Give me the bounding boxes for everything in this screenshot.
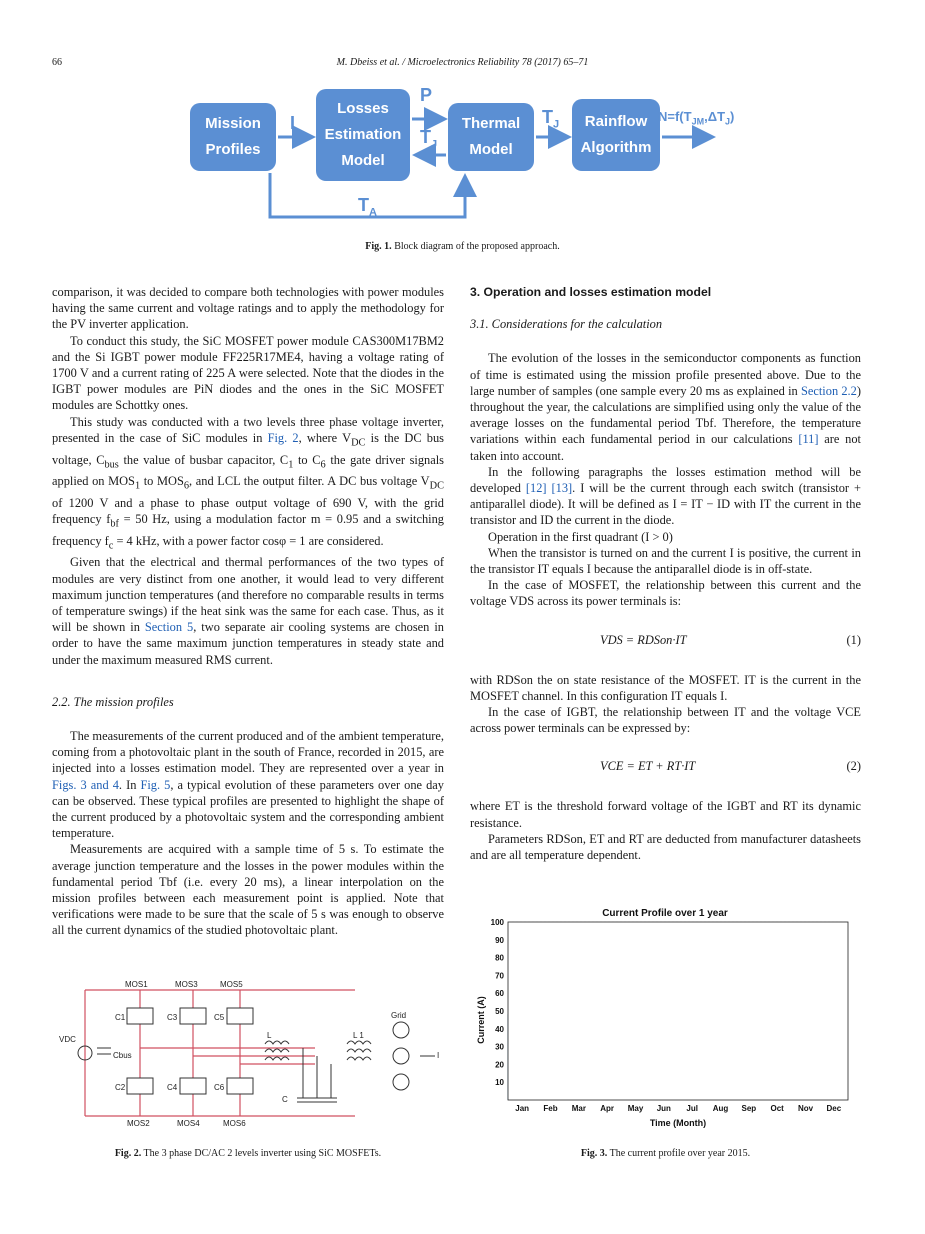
- left-paragraph-1: comparison, it was decided to compare both technologies with power modules having the same current and voltage ratings and to apply the methodology for the PV inverter application.: [52, 285, 444, 332]
- label-mos6: MOS6: [223, 1119, 246, 1128]
- section-3-1-heading: 3.1. Considerations for the calculation: [470, 317, 663, 332]
- journal-header: M. Dbeiss et al. / Microelectronics Reliability 78 (2017) 65–71: [336, 57, 589, 68]
- y-tick-label: 30: [495, 1042, 504, 1052]
- section-2-2-heading: 2.2. The mission profiles: [52, 694, 174, 709]
- left-paragraph-6: Measurements are acquired with a sample time of 5 s. To estimate the average junction temperature and the losses in the power modules within the fundamental period Tbf (i.e. every 20 ms), a linear interpolation on the mission profiles between each measurement point is applied. Note that verifications were made to be sure that the scale of 5 s was enough to observe all the current dynamics of the studied photovoltaic plant.: [52, 842, 444, 938]
- right-paragraph-2: In the following paragraphs the losses estimation method will be developed [12] [13]. I will be the current through each switch (transistor + antiparallel diode). It will be defined as I = IT − ID with IT the current in the transistor and ID the current in the diode.: [470, 464, 861, 528]
- label-c6: C6: [214, 1083, 225, 1092]
- x-tick-label: Jul: [686, 1104, 698, 1113]
- y-tick-label: 100: [490, 918, 504, 927]
- x-tick-label: Oct: [770, 1104, 784, 1113]
- label-c1: C1: [115, 1013, 126, 1022]
- y-tick-label: 50: [495, 1007, 504, 1016]
- label-tj: $T_J$: [542, 107, 560, 131]
- right-paragraph-3: Operation in the first quadrant (I > 0): [488, 529, 673, 544]
- label-c5: C5: [214, 1013, 225, 1022]
- left-paragraph-2: To conduct this study, the SiC MOSFET power module CAS300M17BM2 and the Si IGBT power module FF225R17ME4, having a voltage rating of 1700 V and a current rating of 225 A were selected. Note that the diodes in the IGBT power modules are PiN diodes and the ones in the SiC MOSFET modules are Schottky ones.: [52, 333, 444, 413]
- mission-profiles-block: Mission Profiles: [190, 103, 276, 171]
- x-tick-label: Dec: [826, 1104, 842, 1113]
- left-paragraph-4: Given that the electrical and thermal performances of the two types of modules are very distinct from one another, it would lead to very different maximum junction temperatures (and therefore no comparable results in terms of temperature swings) if the heat sink was the same for each case. Thus, as it will be shown in Section 5, two separate air cooling systems are chosen in order to have the same maximum junction temperatures in steady state and under the maximum measured RMS current.: [52, 555, 444, 667]
- label-mos3: MOS3: [175, 980, 198, 989]
- link-figs-3-4[interactable]: Figs. 3 and 4: [52, 777, 119, 792]
- link-ref-11[interactable]: [11]: [798, 432, 819, 447]
- x-tick-label: Apr: [600, 1104, 615, 1113]
- label-ig: I: [437, 1051, 440, 1060]
- link-fig-2[interactable]: Fig. 2: [267, 430, 299, 445]
- page-number: 66: [52, 57, 62, 68]
- label-ta: $T_A$: [358, 195, 377, 219]
- label-c2: C2: [115, 1083, 126, 1092]
- y-tick-label: 90: [495, 935, 504, 945]
- figure-3-chart: [470, 900, 861, 1132]
- chart-xlabel: Time (Month): [649, 1118, 707, 1128]
- label-mos5: MOS5: [220, 980, 243, 989]
- link-refs-12-13[interactable]: [12] [13]: [525, 481, 573, 496]
- chart-frame: [508, 922, 848, 1100]
- link-section-2-2[interactable]: Section 2.2: [800, 383, 857, 398]
- label-l: L: [267, 1031, 272, 1040]
- x-tick-label: Jun: [656, 1104, 671, 1113]
- current-profile-chart: [470, 900, 861, 1132]
- figure-2-circuit: [55, 978, 447, 1128]
- x-tick-label: May: [627, 1104, 644, 1113]
- circuit-schematic: [55, 978, 447, 1128]
- x-tick-label: Aug: [712, 1104, 729, 1113]
- label-l1: L 1: [353, 1031, 364, 1040]
- label-n: $N=f(T_{JM},\Delta T_J)$: [658, 109, 735, 127]
- label-i: I: [290, 113, 296, 133]
- label-c: C: [282, 1095, 288, 1104]
- label-mos1: MOS1: [125, 980, 148, 989]
- left-paragraph-5: The measurements of the current produced and of the ambient temperature, coming from a photovoltaic plant in the south of France, recorded in 2015, are injected into a losses estimation model. They are represented over a year in Figs. 3 and 4. In Fig. 5, a typical evolution of these parameters over one day can be observed. These typical profiles are presented to highlight the shape of the current produced by a photovoltaic system and the corresponding ambient temperature.: [52, 729, 444, 841]
- y-tick-label: 80: [495, 953, 504, 963]
- y-tick-label: 40: [495, 1024, 504, 1034]
- figure-1-block-diagram: [180, 85, 740, 230]
- thermal-model-block: Thermal Model: [448, 103, 534, 171]
- figure-2-caption: Fig. 2. The 3 phase DC/AC 2 levels inverter using SiC MOSFETs.: [114, 1148, 382, 1159]
- rainflow-algorithm-block: Rainflow Algorithm: [572, 99, 660, 171]
- equation-2: VCE = ET + RT·IT (2): [600, 759, 861, 774]
- right-paragraph-7: In the case of IGBT, the relationship between IT and the voltage VCE across power terminals can be expressed by:: [470, 705, 861, 736]
- chart-title: Current Profile over 1 year: [602, 908, 728, 919]
- label-c4: C4: [167, 1083, 178, 1092]
- figure-1-arrows: [180, 85, 740, 230]
- left-paragraph-3: This study was conducted with a two levels three phase voltage inverter, presented in the case of SiC modules in Fig. 2, where $V_{DC}$ is the DC bus voltage, $C_{bus}$ the value of busbar capacitor, $C_1$ to $C_6$ the gate driver signals applied on $MOS_1$ to $MOS_6$, and LCL the output filter. A DC bus voltage $V_{DC}$ of 1200 V and a phase to phase output voltage of 690 V, with the grid frequency $f_{bf} = 50$ Hz, using a modulation factor m = 0.95 and a switching frequency $f_c = 4$ kHz, with a power factor cosφ = 1 are considered.: [52, 414, 445, 552]
- right-paragraph-4: When the transistor is turned on and the current I is positive, the current in the transistor IT equals I because the antiparallel diode is in off-state.: [470, 545, 861, 577]
- y-tick-label: 10: [495, 1078, 504, 1088]
- x-tick-label: Feb: [543, 1104, 558, 1113]
- section-3-heading: 3. Operation and losses estimation model: [470, 285, 712, 299]
- label-mos4: MOS4: [177, 1119, 200, 1128]
- x-tick-label: Nov: [797, 1104, 814, 1113]
- right-paragraph-5: In the case of MOSFET, the relationship between this current and the voltage VDS across its power terminals is:: [470, 578, 861, 609]
- link-section-5[interactable]: Section 5: [144, 620, 194, 635]
- label-c3: C3: [167, 1013, 178, 1022]
- right-paragraph-6: with RDSon the on state resistance of the MOSFET. IT is the current in the MOSFET channel. In this configuration IT equals I.: [470, 672, 861, 703]
- label-grid: Grid: [391, 1011, 407, 1020]
- figure-1-caption: Fig. 1. Block diagram of the proposed approach.: [365, 241, 560, 252]
- left-column: [52, 284, 444, 939]
- right-paragraph-8: where ET is the threshold forward voltage of the IGBT and RT its dynamic resistance.: [470, 799, 861, 830]
- x-tick-label: Mar: [571, 1104, 586, 1113]
- right-paragraph-1: The evolution of the losses in the semiconductor components as function of time is estimated using the mission profile presented above. Due to the large number of samples (one sample every 20 ms as explained in Section 2.2) throughout the year, the calculations are simplified using only the value of the average losses on the fundamental period Tbf. Therefore, the temperature variations within each fundamental period in our calculations [11] are not taken into account.: [470, 351, 862, 463]
- losses-estimation-model-block: Losses Estimation Model: [316, 89, 410, 181]
- label-tj-back: $T_J$: [420, 127, 438, 151]
- label-cbus: Cbus: [113, 1051, 132, 1060]
- label-vdc: VDC: [59, 1035, 76, 1044]
- chart-ylabel: Current (A): [476, 996, 486, 1044]
- x-tick-label: Jan: [515, 1104, 530, 1113]
- x-tick-label: Sep: [741, 1104, 757, 1113]
- y-tick-label: 20: [495, 1060, 504, 1070]
- right-paragraph-9: Parameters RDSon, ET and RT are deducted from manufacturer datasheets and are all temperature dependent.: [470, 831, 861, 863]
- y-tick-label: 60: [495, 989, 504, 999]
- y-tick-label: 70: [495, 971, 504, 981]
- equation-1: VDS = RDSon·IT (1): [600, 632, 861, 647]
- link-fig-5[interactable]: Fig. 5: [140, 777, 171, 792]
- figure-3-caption: Fig. 3. The current profile over year 2015.: [580, 1148, 751, 1159]
- label-p: P: [420, 85, 433, 105]
- label-mos2: MOS2: [127, 1119, 150, 1128]
- right-column: [470, 284, 861, 863]
